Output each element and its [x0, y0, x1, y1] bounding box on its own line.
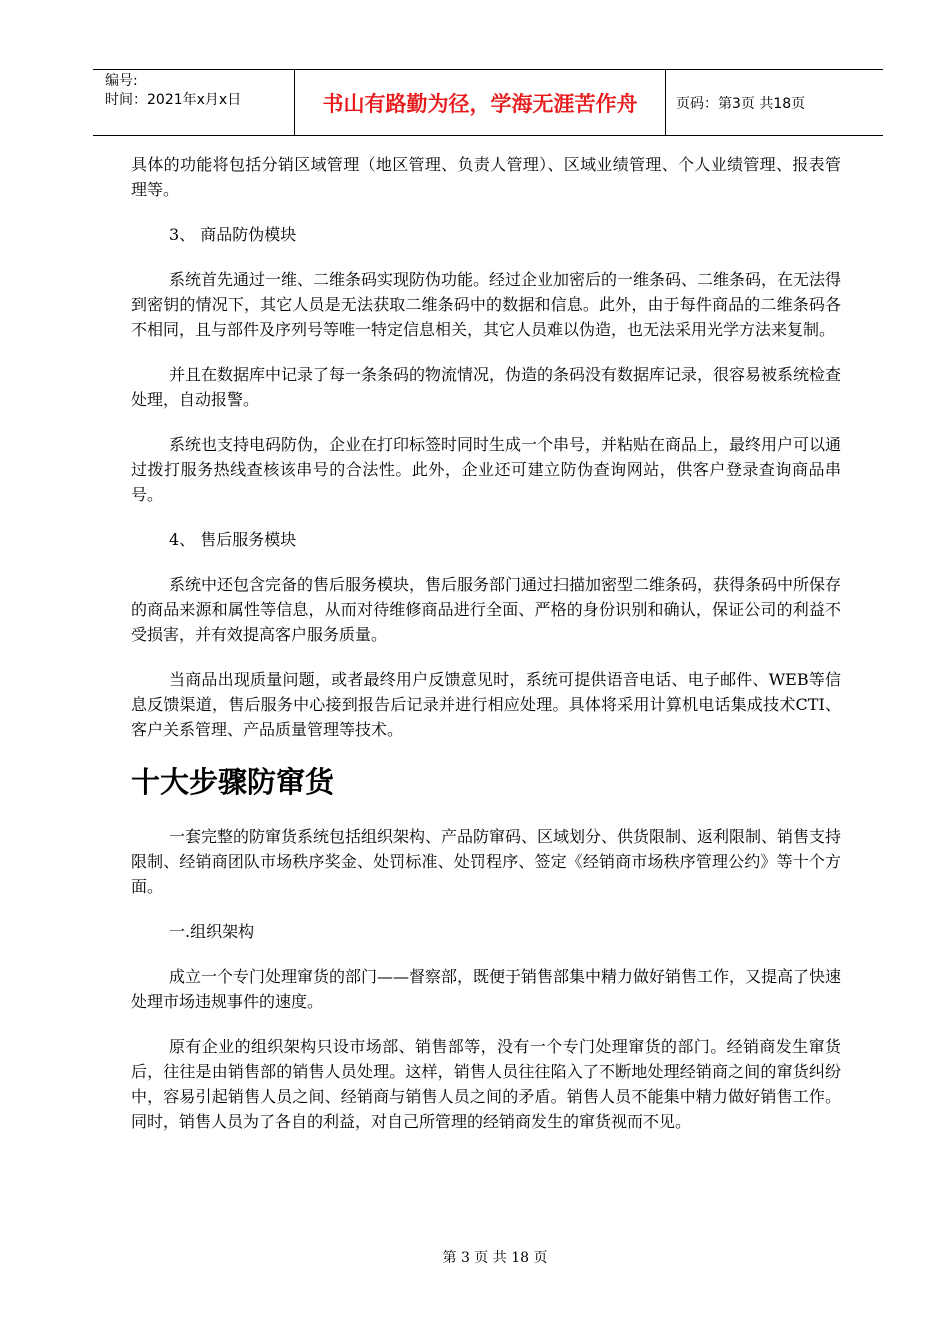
page-header [93, 69, 883, 136]
header-page-number: 页码：第3页 共18页 [676, 95, 806, 112]
header-meta [93, 70, 294, 135]
paragraph-original-structure: 原有企业的组织架构只设市场部、销售部等，没有一个专门处理窜货的部门。经销商发生窜货后，往往是由销售部的销售人员处理。这样，销售人员往往陷入了不断地处理经销商之间的窜货纠纷中，容易引起销售人员之间、经销商与销售人员之间的矛盾。销售人员不能集中精力做好销售工作。同时，销售人员为了各自的利益，对自己所管理的经销商发生的窜货视而不见。 [131, 1037, 841, 1131]
document-time-label: 时间：2021年x月x日 [105, 92, 242, 108]
paragraph-distribution-features: 具体的功能将包括分销区域管理（地区管理、负责人管理）、区域业绩管理、个人业绩管理、报表管理等。 [131, 155, 841, 199]
document-body [131, 152, 841, 1154]
header-motto: 书山有路勤为径，学海无涯苦作舟 [294, 70, 666, 135]
paragraph-after-sales-module: 系统中还包含完备的售后服务模块，售后服务部门通过扫描加密型二维条码，获得条码中所保存的商品来源和属性等信息，从而对待维修商品进行全面、严格的身份识别和确认，保证公司的利益不受损害，并有效提高客户服务质量。 [131, 575, 842, 644]
section-anti-counterfeit-title: 3、 商品防伪模块 [169, 225, 297, 244]
section-organization-title: 一.组织架构 [169, 922, 255, 941]
page-footer: 第 3 页 共 18 页 [442, 1250, 548, 1266]
section-after-sales-title: 4、 售后服务模块 [169, 530, 297, 549]
heading-anti-diversion: 十大步骤防窜货 [131, 765, 335, 799]
paragraph-barcode-anticounterfeit: 系统首先通过一维、二维条码实现防伪功能。经过企业加密后的一维条码、二维条码，在无法得到密钥的情况下，其它人员是无法获取二维条码中的数据和信息。此外，由于每件商品的二维条码各不相同，且与部件及序列号等唯一特定信息相关，其它人员难以伪造，也无法采用光学方法来复制。 [131, 270, 842, 339]
paragraph-database-logistics: 并且在数据库中记录了每一条条码的物流情况，伪造的条码没有数据库记录，很容易被系统检查处理，自动报警。 [131, 365, 842, 409]
document-number-label: 编号: [105, 73, 138, 89]
paragraph-feedback-channels: 当商品出现质量问题，或者最终用户反馈意见时，系统可提供语音电话、电子邮件、WEB等信息反馈渠道，售后服务中心接到报告后记录并进行相应处理。具体将采用计算机电话集成技术CTI、客户关系管理、产品质量管理等技术。 [131, 670, 841, 739]
paragraph-system-overview: 一套完整的防窜货系统包括组织架构、产品防窜码、区域划分、供货限制、返利限制、销售支持限制、经销商团队市场秩序奖金、处罚标准、处罚程序、签定《经销商市场秩序管理公约》等十个方面。 [131, 827, 842, 896]
paragraph-inspection-department: 成立一个专门处理窜货的部门——督察部，既便于销售部集中精力做好销售工作，又提高了快速处理市场违规事件的速度。 [131, 967, 842, 1011]
paragraph-code-anticounterfeit: 系统也支持电码防伪，企业在打印标签时同时生成一个串号，并粘贴在商品上，最终用户可以通过拨打服务热线查核该串号的合法性。此外，企业还可建立防伪查询网站，供客户登录查询商品串号。 [131, 435, 842, 504]
